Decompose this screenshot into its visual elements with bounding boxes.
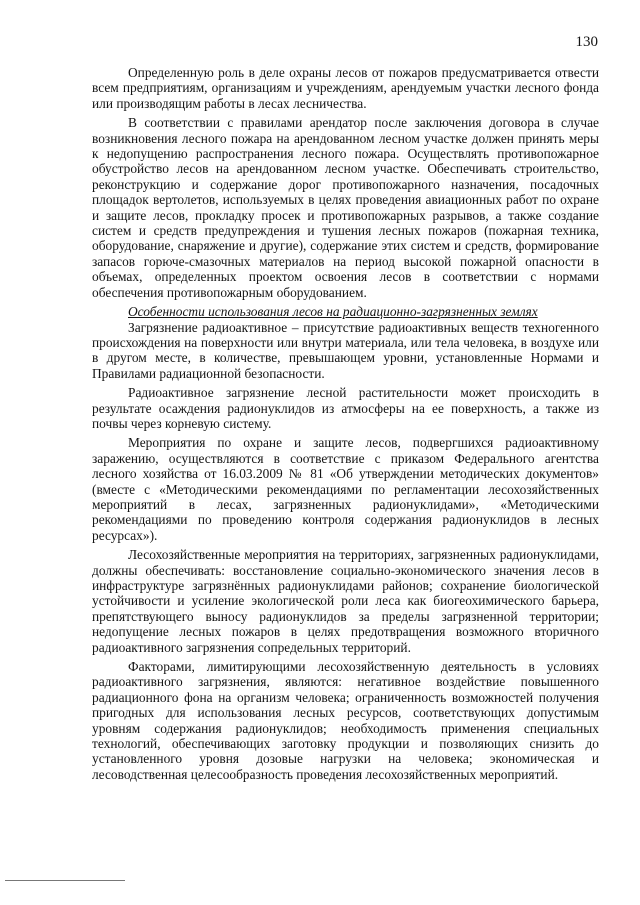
paragraph-fire-responsibility: Определенную роль в деле охраны лесов от пожаров предусматривается отвести всем предприятиям, организациям и учреждениям, арендуемым участки лесного фонда или производящим работы в лесах лесничества.: [92, 65, 599, 111]
page-number: 130: [575, 34, 598, 50]
document-body: [92, 65, 599, 786]
paragraph-contamination-definition: Загрязнение радиоактивное – присутствие радиоактивных веществ техногенного происхождения на поверхности или внутри материала, или тела человека, в воздухе или в другом месте, в количестве, превышающем уровни, установленные Нормами и Правилами радиационной безопасности.: [92, 319, 599, 381]
footer-rule: [5, 880, 125, 881]
paragraph-forestry-measures: Лесохозяйственные мероприятия на территориях, загрязненных радионуклидами, должны обеспечивать: восстановление социально-экономического значения лесов в инфраструктуре загрязнённых радионуклидами районов; сохранение биологической устойчивости и усиление экологической роли леса как биогеохимического барьера, препятствующего выносу радионуклидов за пределы загрязненной территории; недопущение лесных пожаров в целях предотвращения возможного вторичного радиоактивного загрязнения сопредельных территорий.: [92, 547, 599, 655]
paragraph-contamination-sources: Радиоактивное загрязнение лесной растительности может происходить в результате осаждения радионуклидов из атмосферы на ее поверхность, а также из почвы через корневую систему.: [92, 385, 599, 431]
paragraph-protection-measures: Мероприятия по охране и защите лесов, подвергшихся радиоактивному заражению, осуществляются в соответствие с приказом Федерального агентства лесного хозяйства от 16.03.2009 № 81 «Об утверждении методических документов» (вместе с «Методическими рекомендациями по регламентации лесохозяйственных мероприятий в лесах, загрязненных радионуклидами», «Методическими рекомендациями по проведению контроля содержания радионуклидов в лесных ресурсах»).: [92, 435, 599, 543]
section-heading: Особенности использования лесов на радиационно-загрязненных землях: [128, 304, 538, 320]
paragraph-lessee-obligations: В соответствии с правилами арендатор после заключения договора в случае возникновения лесного пожара на арендованном лесном участке должен принять меры к недопущению распространения лесного пожара. Осуществлять противопожарное обустройство лесов на арендованном лесном участке. Обеспечивать строительство, реконструкцию и содержание дорог противопожарного назначения, посадочных площадок вертолетов, используемых в целях проведения авиационных работ по охране и защите лесов, прокладку просек и противопожарных разрывов, а также создание систем и средств предупреждения и тушения лесных пожаров (пожарная техника, оборудование, снаряжение и другие), содержание этих систем и средств, формирование запасов горюче-смазочных материалов на период высокой пожарной опасности в объемах, определенных проектом освоения лесов в соответствии с нормами обеспечения противопожарным оборудованием.: [92, 115, 599, 300]
paragraph-limiting-factors: Факторами, лимитирующими лесохозяйственную деятельность в условиях радиоактивного загрязнения, являются: негативное воздействие повышенного радиационного фона на организм человека; ограниченность возможностей получения пригодных для использования лесных ресурсов, соответствующих допустимым уровням содержания радионуклидов; необходимость применения специальных технологий, обеспечивающих заготовку продукции и позволяющих снизить до установленного уровня дозовые нагрузки на человека; экономическая и лесоводственная целесообразность проведения лесохозяйственных мероприятий.: [92, 659, 599, 782]
